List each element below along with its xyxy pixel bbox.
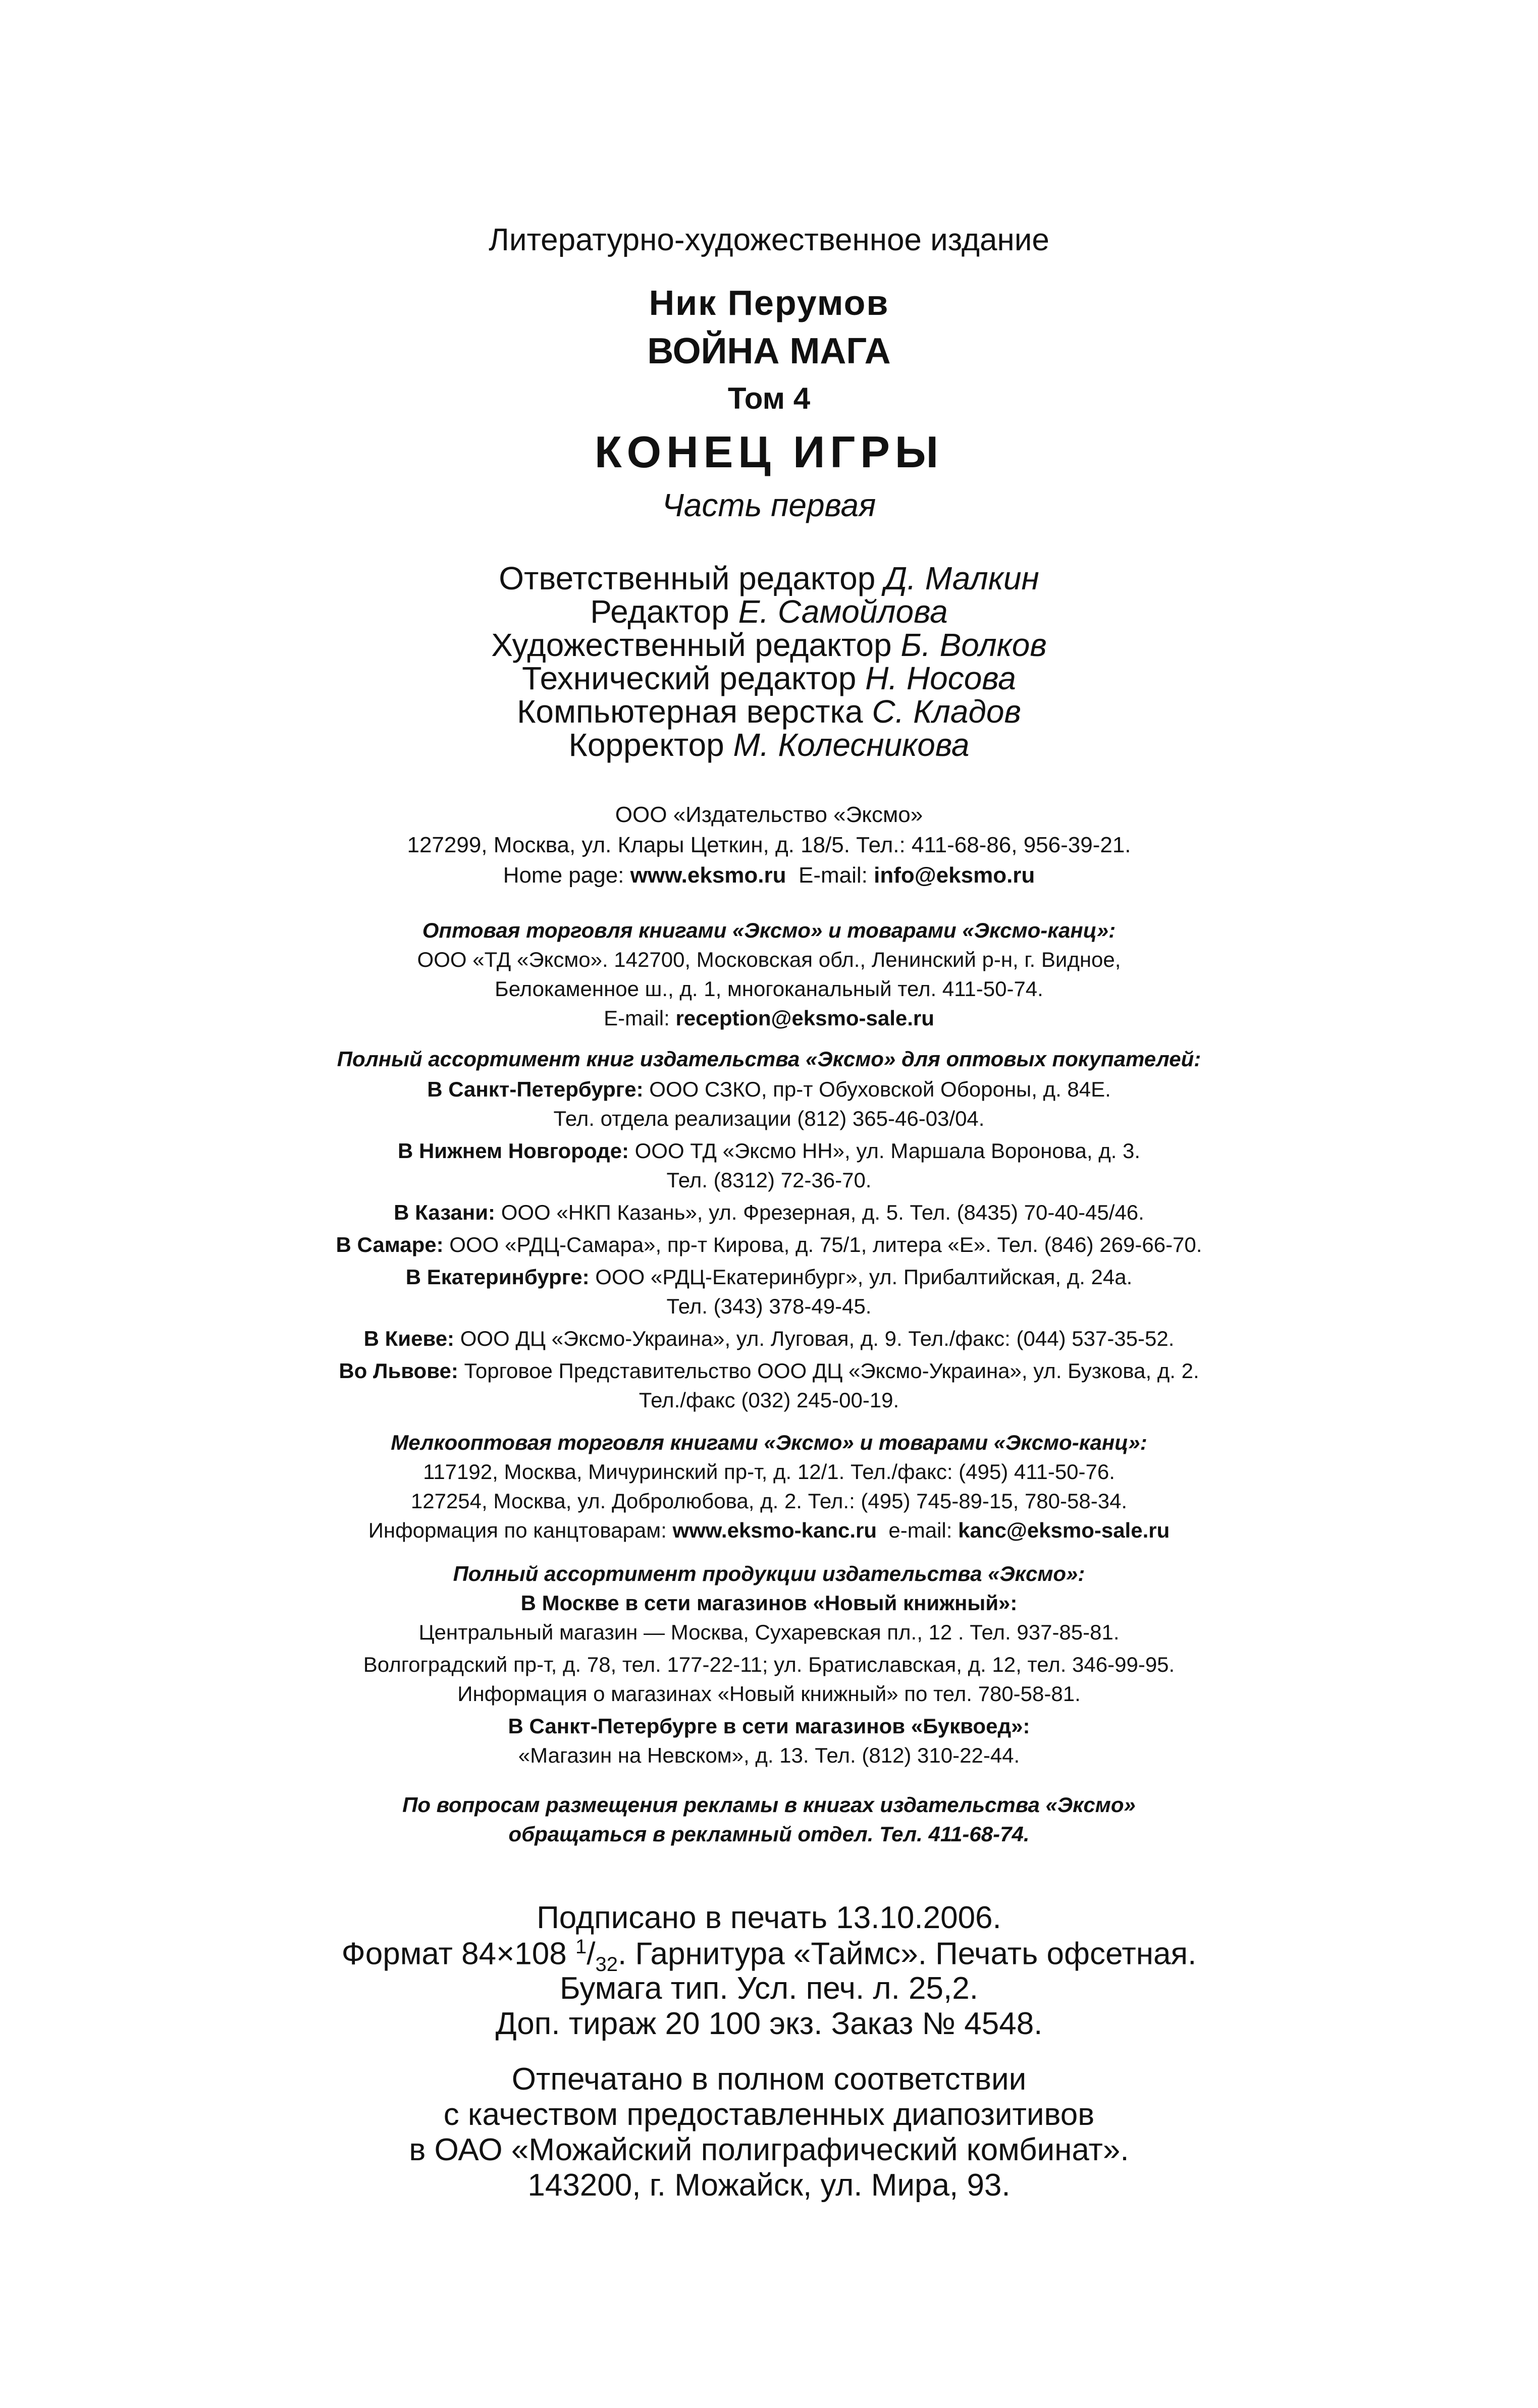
credit-role: Художественный редактор (491, 627, 892, 663)
assortment-kiev: В Киеве: ООО ДЦ «Эксмо-Украина», ул. Луговая, д. 9. Тел./факс: (044) 537-35-52. (363, 1327, 1175, 1350)
printer-line: с качеством предоставленных диапозитивов (443, 2097, 1095, 2132)
credit-name: С. Кладов (872, 693, 1021, 730)
credit-line (0, 560, 1538, 596)
format-line: Формат 84×108 $^1/_{32}$. Гарнитура «Таймс». Печать офсетная. (341, 1936, 1197, 1976)
small-wholesale-info: Информация по канцтоварам: www.eksmo-kanc.ru e-mail: kanc@eksmo-sale.ru (368, 1518, 1170, 1542)
credit-line (0, 660, 1538, 696)
paper-line: Бумага тип. Усл. печ. л. 25,2. (560, 1971, 978, 2006)
assortment-lviv-phone: Тел./факс (032) 245-00-19. (639, 1388, 899, 1412)
advertising-line: По вопросам размещения рекламы в книгах издательства «Эксмо» (402, 1793, 1136, 1817)
signed-date: Подписано в печать 13.10.2006. (537, 1900, 1001, 1935)
products-spb-heading: В Санкт-Петербурге в сети магазинов «Буквоед»: (508, 1714, 1030, 1738)
credit-role: Ответственный редактор (499, 560, 876, 596)
products-moscow-line: Волгоградский пр-т, д. 78, тел. 177-22-11; ул. Братиславская, д. 12, тел. 346-99-95. (363, 1653, 1175, 1676)
assortment-heading: Полный ассортимент книг издательства «Эксмо» для оптовых покупателей: (337, 1047, 1201, 1071)
credit-name: Б. Волков (900, 627, 1047, 663)
credit-line (0, 727, 1538, 763)
products-moscow-line: Информация о магазинах «Новый книжный» по тел. 780-58-81. (457, 1682, 1081, 1706)
credit-name: Е. Самойлова (738, 593, 948, 630)
book-title: ВОЙНА МАГА (647, 331, 891, 371)
series-label: Литературно-художественное издание (489, 223, 1049, 257)
credit-role: Технический редактор (522, 660, 857, 696)
publisher-contacts: Home page: www.eksmo.ru E-mail: info@eksmo.ru (503, 863, 1035, 888)
kanc-site-link[interactable]: www.eksmo-kanc.ru (672, 1518, 877, 1542)
volume-label: Том 4 (727, 381, 811, 415)
credit-name: М. Колесникова (733, 727, 970, 763)
assortment-samara: В Самаре: ООО «РДЦ-Самара», пр-т Кирова, д. 75/1, литера «Е». Тел. (846) 269-66-70. (336, 1233, 1202, 1256)
credit-role: Компьютерная верстка (517, 693, 863, 730)
credit-role: Корректор (568, 727, 724, 763)
small-wholesale-heading: Мелкооптовая торговля книгами «Эксмо» и товарами «Эксмо-канц»: (391, 1431, 1147, 1454)
wholesale-line: Белокаменное ш., д. 1, многоканальный тел. 411-50-74. (495, 977, 1043, 1001)
author-name: Ник Перумов (649, 283, 889, 322)
credit-line (0, 693, 1538, 730)
wholesale-heading: Оптовая торговля книгами «Эксмо» и товарами «Эксмо-канц»: (422, 918, 1116, 942)
assortment-spb-phone: Тел. отдела реализации (812) 365-46-03/04. (553, 1107, 985, 1130)
credits-block (0, 560, 1538, 763)
products-spb-line: «Магазин на Невском», д. 13. Тел. (812) 310-22-44. (518, 1743, 1020, 1767)
credit-line (0, 593, 1538, 630)
assortment-spb: В Санкт-Петербурге: ООО СЗКО, пр-т Обуховской Обороны, д. 84Е. (427, 1077, 1111, 1101)
products-moscow-line: Центральный магазин — Москва, Сухаревская пл., 12 . Тел. 937-85-81. (418, 1620, 1120, 1644)
assortment-kazan: В Казани: ООО «НКП Казань», ул. Фрезерная, д. 5. Тел. (8435) 70-40-45/46. (394, 1200, 1144, 1224)
credit-role: Редактор (590, 593, 729, 630)
email-link[interactable]: info@eksmo.ru (874, 863, 1035, 888)
publisher-address: 127299, Москва, ул. Клары Цеткин, д. 18/5. Тел.: 411-68-86, 956-39-21. (407, 833, 1131, 857)
small-wholesale-line: 117192, Москва, Мичуринский пр-т, д. 12/1. Тел./факс: (495) 411-50-76. (423, 1460, 1115, 1484)
printer-address: 143200, г. Можайск, ул. Мира, 93. (527, 2168, 1011, 2203)
printer-line: в ОАО «Можайский полиграфический комбинат». (409, 2132, 1129, 2167)
small-wholesale-line: 127254, Москва, ул. Добролюбова, д. 2. Тел.: (495) 745-89-15, 780-58-34. (410, 1489, 1128, 1513)
credit-name: Д. Малкин (884, 560, 1039, 596)
assortment-ekb: В Екатеринбурге: ООО «РДЦ-Екатеринбург», ул. Прибалтийская, д. 24а. (405, 1265, 1133, 1289)
book-subtitle: КОНЕЦ ИГРЫ (594, 427, 944, 477)
credit-name: Н. Носова (865, 660, 1016, 696)
run-line: Доп. тираж 20 100 экз. Заказ № 4548. (495, 2006, 1043, 2041)
part-label: Часть первая (662, 487, 876, 523)
kanc-email-link[interactable]: kanc@eksmo-sale.ru (958, 1518, 1170, 1542)
printer-line: Отпечатано в полном соответствии (511, 2062, 1027, 2097)
wholesale-email-link[interactable]: reception@eksmo-sale.ru (675, 1006, 934, 1030)
homepage-link[interactable]: www.eksmo.ru (630, 863, 786, 888)
advertising-line: обращаться в рекламный отдел. Тел. 411-68-74. (508, 1822, 1030, 1846)
assortment-nn: В Нижнем Новгороде: ООО ТД «Эксмо НН», ул. Маршала Воронова, д. 3. (397, 1139, 1141, 1163)
products-moscow-heading: В Москве в сети магазинов «Новый книжный»: (520, 1591, 1018, 1615)
assortment-nn-phone: Тел. (8312) 72-36-70. (666, 1168, 872, 1192)
publisher-name: ООО «Издательство «Эксмо» (615, 802, 923, 827)
assortment-ekb-phone: Тел. (343) 378-49-45. (666, 1294, 872, 1318)
credit-line (0, 627, 1538, 663)
wholesale-email: E-mail: reception@eksmo-sale.ru (604, 1006, 934, 1030)
assortment-lviv: Во Львове: Торговое Представительство ООО ДЦ «Эксмо-Украина», ул. Бузкова, д. 2. (339, 1359, 1199, 1383)
wholesale-line: ООО «ТД «Эксмо». 142700, Московская обл., Ленинский р-н, г. Видное, (417, 948, 1121, 971)
products-heading: Полный ассортимент продукции издательства «Эксмо»: (453, 1562, 1085, 1585)
